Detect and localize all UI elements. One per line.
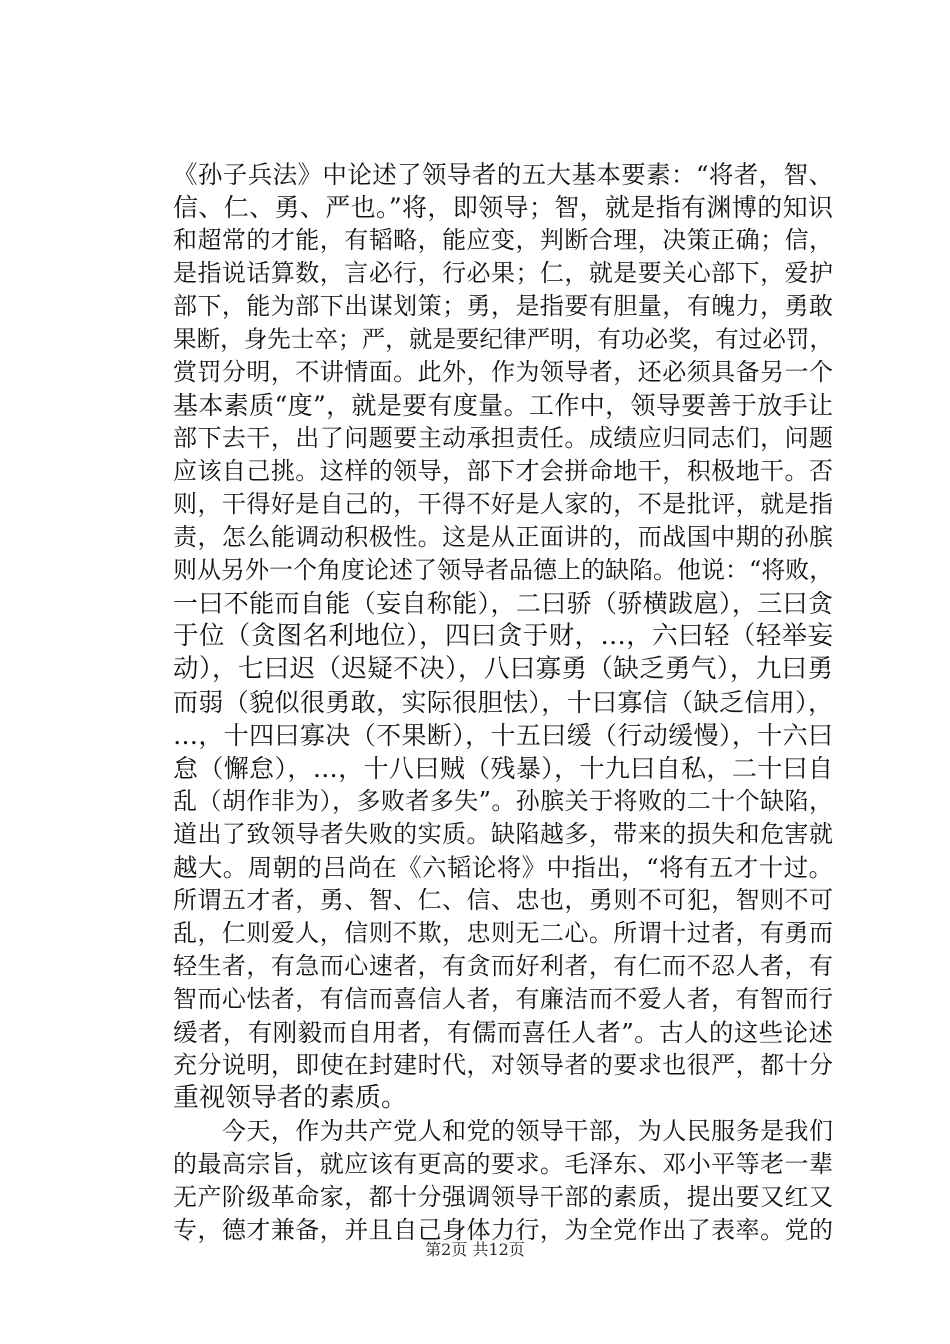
text-line: 赏罚分明，不讲情面。此外，作为领导者，还必须具备另一个	[173, 358, 833, 386]
text-line: 则从另外一个角度论述了领导者品德上的缺陷。他说：“将败，	[173, 556, 834, 584]
text-line: 则，干得好是自己的，干得不好是人家的，不是批评，就是指	[173, 490, 833, 518]
text-line: 于位（贪图名利地位），四曰贪于财，…，六曰轻（轻举妄	[173, 621, 833, 651]
text-line: 乱，仁则爱人，信则不欺，忠则无二心。所谓十过者，有勇而	[173, 919, 833, 947]
text-line: 专，德才兼备，并且自己身体力行，为全党作出了表率。党的	[173, 1216, 833, 1244]
text-line: 一曰不能而自能（妄自称能），二曰骄（骄横跋扈），三曰贪	[173, 589, 833, 618]
body-text	[173, 158, 833, 1247]
text-line: 乱（胡作非为），多败者多失”。孙膑关于将败的二十个缺陷，	[173, 787, 833, 815]
text-line: 智而心怯者，有信而喜信人者，有廉洁而不爱人者，有智而行	[173, 985, 833, 1013]
text-line: 果断，身先士卒；严，就是要纪律严明，有功必奖，有过必罚，	[173, 325, 833, 353]
text-line: 部下，能为部下出谋划策；勇，是指要有胆量，有魄力，勇敢	[173, 292, 833, 320]
text-line: 基本素质“度”，就是要有度量。工作中，领导要善于放手让	[173, 391, 833, 420]
text-line: 信、仁、勇、严也。”将，即领导；智，就是指有渊博的知识	[173, 193, 833, 222]
page-number-label: 第2页 共12页	[425, 1240, 525, 1259]
text-line: 所谓五才者，勇、智、仁、信、忠也，勇则不可犯，智则不可	[173, 886, 833, 914]
text-line: 怠（懈怠），…，十八曰贼（残暴），十九曰自私，二十曰自	[173, 754, 833, 783]
text-line: 责，怎么能调动积极性。这是从正面讲的，而战国中期的孙膑	[173, 523, 833, 551]
text-line: …，十四曰寡决（不果断），十五曰缓（行动缓慢），十六曰	[173, 721, 833, 750]
text-line: 无产阶级革命家，都十分强调领导干部的素质，提出要又红又	[173, 1183, 833, 1211]
text-line: 而弱（貌似很勇敢，实际很胆怯），十曰寡信（缺乏信用），	[173, 688, 833, 717]
text-line: 今天，作为共产党人和党的领导干部，为人民服务是我们	[173, 1117, 833, 1145]
text-line: 是指说话算数，言必行，行必果；仁，就是要关心部下，爱护	[173, 259, 833, 287]
text-line: 的最高宗旨，就应该有更高的要求。毛泽东、邓小平等老一辈	[173, 1150, 833, 1178]
text-line: 轻生者，有急而心速者，有贪而好利者，有仁而不忍人者，有	[173, 952, 833, 980]
text-line: 充分说明，即使在封建时代，对领导者的要求也很严，都十分	[173, 1051, 833, 1079]
text-line: 《孙子兵法》中论述了领导者的五大基本要素：“将者，智、	[173, 160, 833, 189]
text-line: 和超常的才能，有韬略，能应变，判断合理，决策正确；信，	[173, 226, 833, 254]
text-line: 应该自己挑。这样的领导，部下才会拼命地干，积极地干。否	[173, 457, 833, 485]
text-line: 重视领导者的素质。	[173, 1083, 408, 1113]
text-line: 道出了致领导者失败的实质。缺陷越多，带来的损失和危害就	[173, 820, 833, 848]
text-line: 动），七曰迟（迟疑不决），八曰寡勇（缺乏勇气），九曰勇	[173, 654, 833, 684]
page-footer	[0, 1238, 950, 1262]
text-line: 部下去干，出了问题要主动承担责任。成绩应归同志们，问题	[173, 424, 833, 452]
text-line: 缓者，有刚毅而自用者，有儒而喜任人者”。古人的这些论述	[173, 1018, 833, 1047]
text-line: 越大。周朝的吕尚在《六韬论将》中指出，“将有五才十过。	[173, 853, 833, 882]
